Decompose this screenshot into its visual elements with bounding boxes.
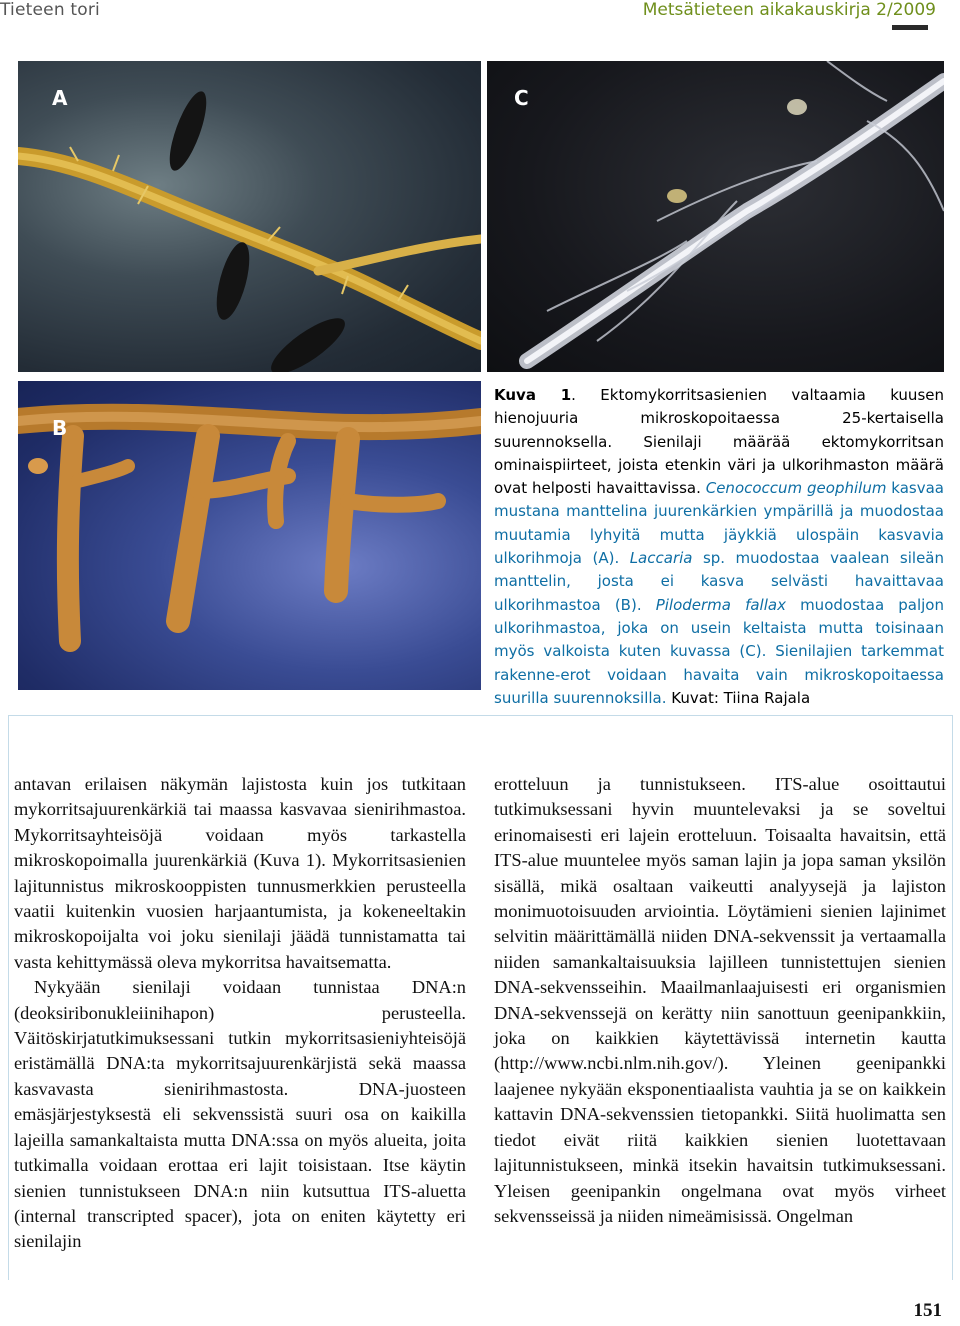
figure-caption — [494, 384, 944, 710]
panel-label-b: B — [52, 416, 68, 440]
root-photo-b-illustration — [18, 381, 481, 690]
root-photo-a-illustration — [18, 61, 481, 372]
content-frame-left — [8, 715, 9, 1280]
content-frame-right — [952, 715, 953, 1280]
caption-label: Kuva 1 — [494, 386, 572, 404]
caption-text-a: kasvaa mustana manttelina juurenkärkien ympärillä ja muodostaa muutamia lyhyitä mutta jäykkiä ulospäin kasvavia ulkorihmoja (A). — [494, 479, 944, 568]
caption-intro: . Ektomykorritsasienien valtaamia kuusen hienojuuria mikroskopoitaessa 25-kertaisella suurennoksella. Sienilaji määrää ektomykorritsan ominaispiirteet, joista etenkin väri ja ulkorihmaston määrä ovat helposti havaittavissa. — [494, 386, 944, 498]
caption-text-c: muodostaa paljon ulkorihmastoa, joka on usein keltaista mutta toisinaan myös valkoista kuten kuvassa (C). Sienilajien tarkemmat rakenne-erot voidaan havaita vain mikroskopoitaessa suurilla suurennoksilla. — [494, 595, 944, 707]
panel-label-c: C — [514, 86, 529, 110]
caption-species-cenococcum: Cenococcum geophilum — [705, 479, 887, 498]
body-paragraph: erotteluun ja tunnistukseen. ITS-alue osoittautui tutkimuksessani hyvin muuntelevaksi ja se soveltui erinomaisesti eri lajein erotteluun. Toisaalta havaitsin, että ITS-alue muuntelee myös saman lajin ja jopa saman yksilön sisällä, mikä osaltaan vaikeutti analyysejä ja lajiston monimuotoisuuden arviointia. Löytämieni sienien lajinimet selvitin määrittämällä niiden DNA-sekvenssit ja vertaamalla niiden samankaltaisuuksia lajilleen tunnistettujen sienien DNA-sekvensseihin. Maailmanlaajuisesti eri organismien DNA-sekvenssejä on kerätty niin sanottuun geenipankkiin, joka on kaikkien käytettävissä internetin kautta (http://www.ncbi.nlm.nih.gov/). Yleinen geenipankki laajenee nykyään eksponentiaalista vauhtia ja se on kaikkein kattavin DNA-sekvenssien tietopankki. Siitä huolimatta sen tiedot eivät riitä kaikkien sienien luotettavaan lajitunnistukseen, minkä itsekin havaitsin tutkimuksessani. Yleisen geenipankin ongelmana ovat myös virheet sekvensseissä ja niiden nimeämisissä. Ongelman — [494, 774, 946, 1226]
body-paragraph: Nykyään sienilaji voidaan tunnistaa DNA:n (deoksiribonukleiinihapon) perusteella. Väitöskirjatutkimuksessani tutkin mykorritsasieniyhteisöjä eristämällä DNA:ta mykorritsajuurenkärjistä sekä maassa kasvavasta sienirihmastosta. DNA-juosteen emäsjärjestyksestä eli sekvenssistä suuri osa on kaikilla lajeilla samankaltaista mutta DNA:ssa on myös alueita, joita tutkimalla voidaan erottaa eri lajit toisistaan. Itse käytin sienien tunnistukseen DNA:n niin kutsuttua ITS-aluetta (internal transcripted spacer), jota on eniten käytetty eri sienilajin — [14, 977, 466, 1252]
body-paragraph: antavan erilaisen näkymän lajistosta kuin jos tutkitaan mykorritsajuurenkärkiä tai maassa kasvavaa sienirihmastoa. Mykorritsayhteisöjä voidaan myös tarkastella mikroskopoimalla juurenkärkiä (Kuva 1). Mykorritsasienien lajitunnistus mikroskooppisten tunnusmerkkien perusteella vaatii kuitenkin vuosien harjaantumista, ja kokeneeltakin mikroskopoijalta voi joku sienilaji jäädä tunnistamatta tai vasta kehittymässä oleva mykorritsa havaitsematta. — [14, 774, 466, 972]
journal-title: Metsätieteen aikakauskirja 2/2009 — [642, 0, 936, 20]
page-number: 151 — [913, 1300, 942, 1321]
photo-panel-c — [487, 61, 944, 372]
body-column-left — [14, 772, 466, 1255]
header-bar — [892, 25, 928, 30]
section-title: Tieteen tori — [0, 0, 100, 20]
photo-panel-b — [18, 381, 481, 690]
caption-text-b: sp. muodostaa vaalean sileän manttelin, josta ei kasva selvästi havaittavaa ulkorihmastoa (B). — [494, 549, 944, 614]
content-divider — [8, 715, 952, 716]
body-column-right — [494, 772, 946, 1229]
photo-credit: Kuvat: Tiina Rajala — [666, 688, 811, 707]
caption-species-laccaria: Laccaria — [629, 549, 693, 568]
caption-species-piloderma: Piloderma fallax — [655, 595, 786, 614]
panel-label-a: A — [52, 86, 68, 110]
photo-panel-a — [18, 61, 481, 372]
root-photo-c-illustration — [487, 61, 944, 372]
